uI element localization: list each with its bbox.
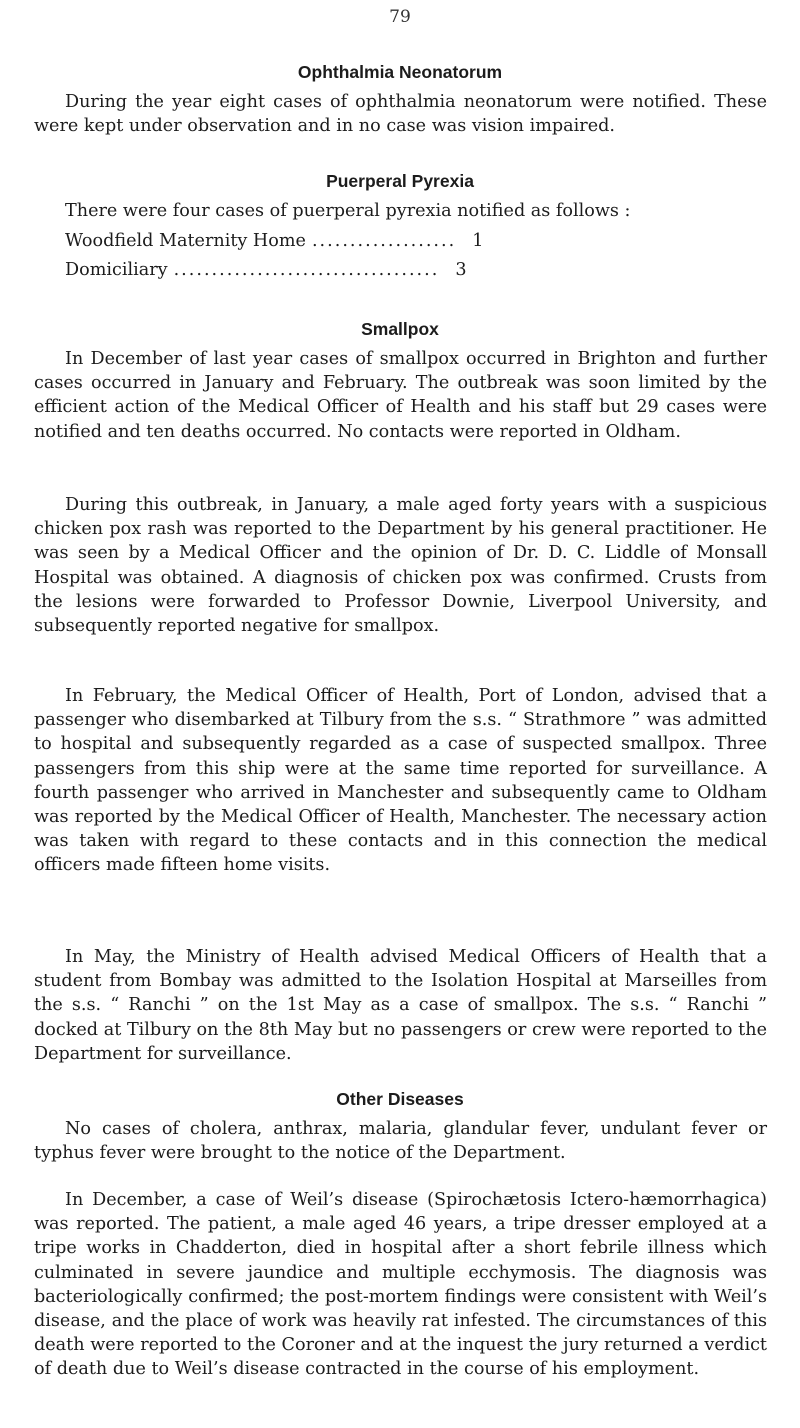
paragraph-pyrexia-intro: There were four cases of puerperal pyrexia notified as follows : <box>65 201 631 221</box>
paragraph-smallpox-4: In May, the Ministry of Health advised Medical Officers of Health that a student from Bombay was admitted to the Isolation Hospital at Marseilles from the s.s. “ Ranchi ” on the 1st May as a case of smallpox. The s.s. “ Ranchi ” docked at Tilbury on the 8th May but no passengers or crew were reported to the Department for surveillance. <box>34 947 767 1064</box>
row-label: Woodfield Maternity Home <box>65 231 306 251</box>
paragraph-ophthalmia: During the year eight cases of ophthalmia neonatorum were notified. These were kept under observation and in no case was vision impaired. <box>34 92 767 137</box>
page-number: 79 <box>389 7 411 27</box>
heading-puerperal-pyrexia: Puerperal Pyrexia <box>326 171 474 191</box>
paragraph-smallpox-2: During this outbreak, in January, a male aged forty years with a suspicious chicken pox rash was reported to the Department by his general practitioner. He was seen by a Medical Officer and the opinion of Dr. D. C. Liddle of Monsall Hospital was obtained. A diagnosis of chicken pox was confirmed. Crusts from the lesions were forwarded to Professor Downie, Liverpool University, and subsequently reported negative for smallpox. <box>34 495 767 637</box>
list-row-woodfield <box>65 229 740 253</box>
heading-other-diseases: Other Diseases <box>336 1089 464 1109</box>
row-value: 3 <box>455 260 467 280</box>
paragraph-smallpox-3: In February, the Medical Officer of Health, Port of London, advised that a passenger who disembarked at Tilbury from the s.s. “ Strathmore ” was admitted to hospital and subsequently regarded as a case of suspected smallpox. Three passengers from this ship were at the same time reported for surveillance. A fourth passenger who arrived in Manchester and subsequently came to Oldham was reported by the Medical Officer of Health, Manchester. The necessary action was taken with regard to these contacts and in this connection the medical officers made fifteen home visits. <box>34 686 767 876</box>
paragraph-smallpox-1: In December of last year cases of smallpox occurred in Brighton and further cases occurred in January and February. The outbreak was soon limited by the efficient action of the Medical Officer of Health and his staff but 29 cases were notified and ten deaths occurred. No contacts were reported in Oldham. <box>34 349 767 442</box>
row-label: Domiciliary <box>65 260 168 280</box>
paragraph-other-2: In December, a case of Weil’s disease (Spirochætosis Ictero-hæmorrhagica) was reported. The patient, a male aged 46 years, a tripe dresser employed at a tripe works in Chadderton, died in hospital after a short febrile illness which culminated in severe jaundice and multiple ecchymosis. The diagnosis was bacteriologically confirmed; the post-mortem findings were consistent with Weil’s disease, and the place of work was heavily rat infested. The circumstances of this death were reported to the Coroner and at the inquest the jury returned a verdict of death due to Weil’s disease contracted in the course of his employment. <box>34 1190 767 1380</box>
dot-leader: ................... <box>311 231 457 251</box>
list-row-domiciliary <box>65 258 740 282</box>
paragraph-other-1: No cases of cholera, anthrax, malaria, glandular fever, undulant fever or typhus fever were brought to the notice of the Department. <box>34 1119 767 1164</box>
heading-ophthalmia-neonatorum: Ophthalmia Neonatorum <box>297 62 503 82</box>
dot-leader: ................................... <box>173 260 440 280</box>
heading-smallpox: Smallpox <box>361 319 439 339</box>
row-value: 1 <box>472 231 484 251</box>
